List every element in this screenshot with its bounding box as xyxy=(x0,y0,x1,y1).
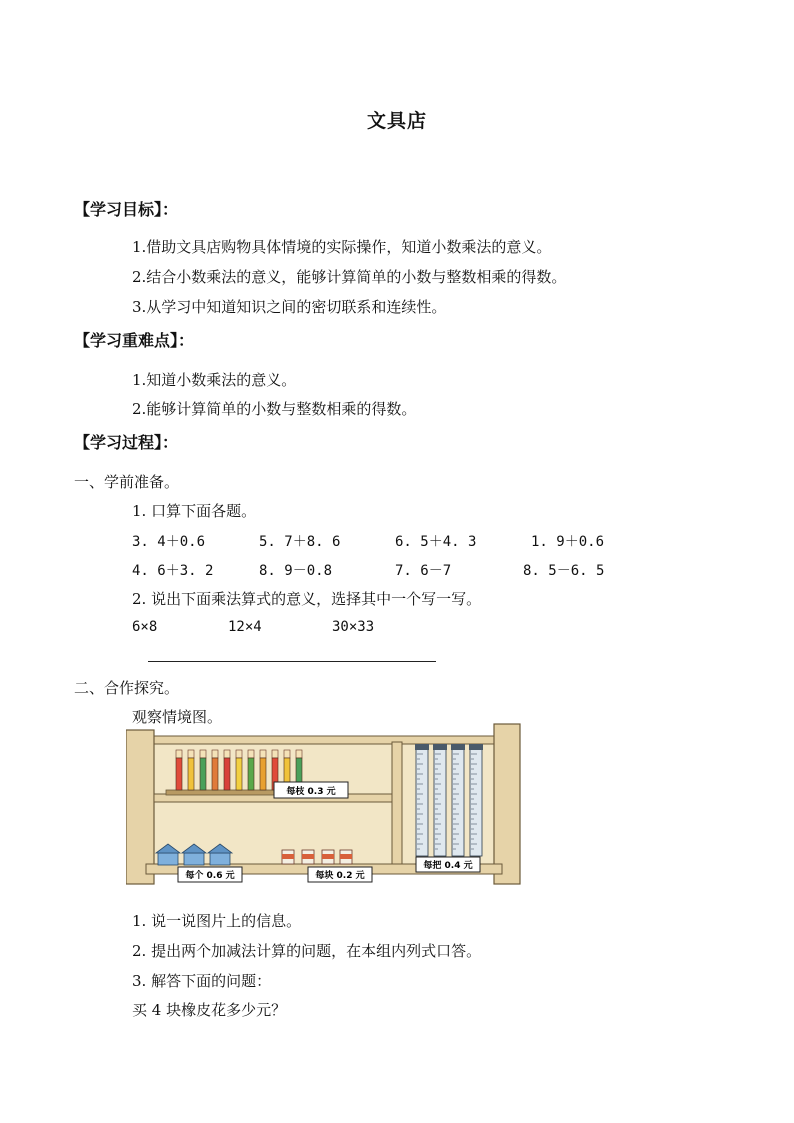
pencil-2 xyxy=(188,750,194,790)
shelf-divider xyxy=(392,742,402,872)
part2-task-3: 3. 解答下面的问题： xyxy=(132,972,272,990)
calc-r1-c3: 6. 5＋4. 3 xyxy=(395,534,477,550)
calc-r2-c3: 7. 6－7 xyxy=(395,563,452,579)
key-point-1: 1.知道小数乘法的意义。 xyxy=(132,371,297,389)
pencil-1 xyxy=(176,750,182,790)
process-heading: 【学习过程】： xyxy=(74,433,179,452)
expression-1: 6×8 xyxy=(132,619,158,635)
observe-instruction: 观察情境图。 xyxy=(132,708,223,726)
expression-3: 30×33 xyxy=(332,619,375,635)
expression-2: 12×4 xyxy=(228,619,262,635)
sharpener-price-text: 每个 0.6 元 xyxy=(185,871,235,881)
goals-heading: 【学习目标】： xyxy=(74,200,179,219)
page-title: 文具店 xyxy=(366,110,427,132)
shelf-left-post xyxy=(126,730,154,884)
pencil-8 xyxy=(260,750,266,790)
calc-r2-c1: 4. 6＋3. 2 xyxy=(132,563,214,579)
calc-r2-c2: 8. 9－0.8 xyxy=(259,563,333,579)
calc-r1-c1: 3. 4＋0.6 xyxy=(132,534,206,550)
pencil-price-text: 每枝 0.3 元 xyxy=(286,787,336,797)
calc-r2-c4: 8. 5－6. 5 xyxy=(523,563,605,579)
answer-blank-line[interactable] xyxy=(148,661,436,662)
calc-r1-c4: 1. 9＋0.6 xyxy=(531,534,605,550)
pencil-4 xyxy=(212,750,218,790)
shelf-right-post xyxy=(494,724,520,884)
ruler-3 xyxy=(451,744,465,856)
goal-item-2: 2.结合小数乘法的意义，能够计算简单的小数与整数相乘的得数。 xyxy=(132,268,567,286)
ruler-1 xyxy=(415,744,429,856)
ruler-4 xyxy=(469,744,483,856)
goal-item-1: 1.借助文具店购物具体情境的实际操作，知道小数乘法的意义。 xyxy=(132,238,552,256)
ruler-2 xyxy=(433,744,447,856)
part1-title: 一、学前准备。 xyxy=(74,473,180,491)
part1-task1: 1. 口算下面各题。 xyxy=(132,502,257,520)
eraser-price-text: 每块 0.2 元 xyxy=(315,871,365,881)
part2-task-2: 2. 提出两个加减法计算的问题，在本组内列式口答。 xyxy=(132,942,482,960)
pencil-5 xyxy=(224,750,230,790)
part2-title: 二、合作探究。 xyxy=(74,679,180,697)
calc-r1-c2: 5. 7＋8. 6 xyxy=(259,534,341,550)
ruler-price-text: 每把 0.4 元 xyxy=(423,861,473,871)
pencil-3 xyxy=(200,750,206,790)
pencil-6 xyxy=(236,750,242,790)
key-point-2: 2.能够计算简单的小数与整数相乘的得数。 xyxy=(132,400,417,418)
goal-item-3: 3.从学习中知道知识之间的密切联系和连续性。 xyxy=(132,298,447,316)
pencil-7 xyxy=(248,750,254,790)
sharpener-group xyxy=(156,844,232,865)
part2-question: 买 4 块橡皮花多少元？ xyxy=(132,1001,287,1019)
shelf-top-board xyxy=(146,736,502,744)
key-points-heading: 【学习重难点】： xyxy=(74,331,195,350)
part2-task-1: 1. 说一说图片上的信息。 xyxy=(132,912,302,930)
part1-task2: 2. 说出下面乘法算式的意义，选择其中一个写一写。 xyxy=(132,590,482,608)
stationery-shelf-illustration xyxy=(126,722,522,886)
